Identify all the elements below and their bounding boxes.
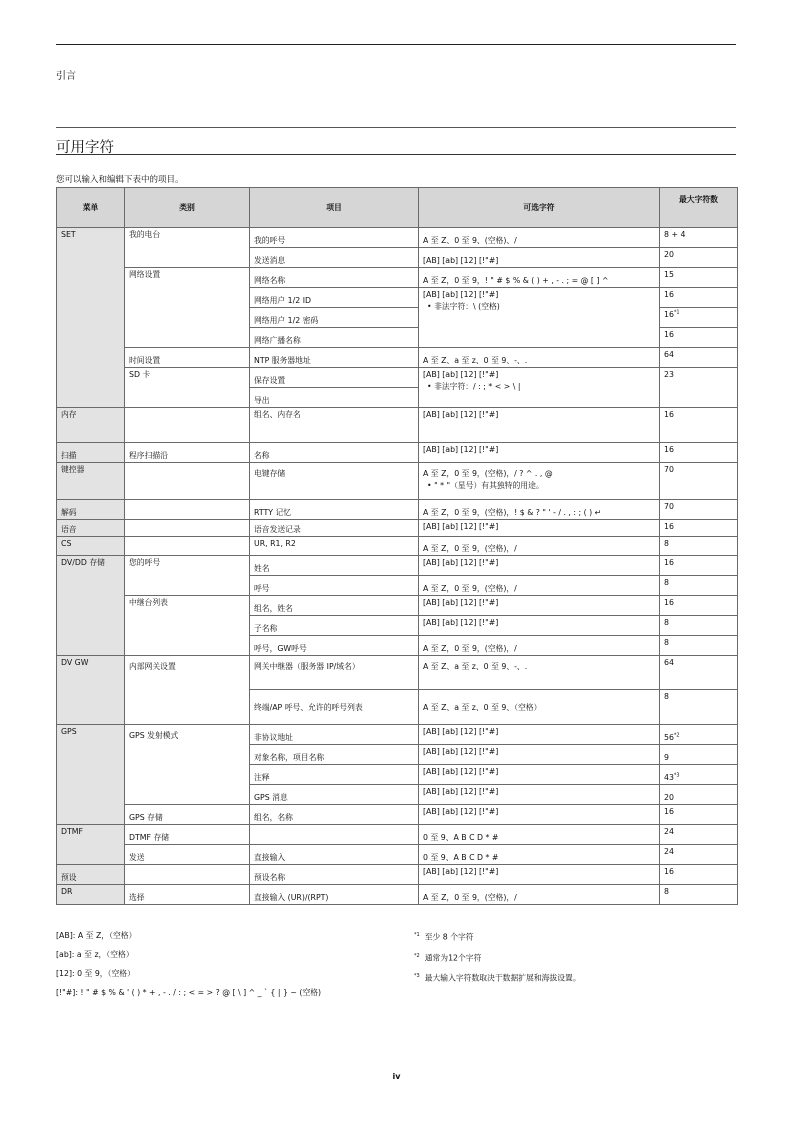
chars-note-text: " * "（星号）有其独特的用途。: [434, 481, 544, 490]
legend-item: [12]: 0 至 9，（空格）: [56, 969, 135, 978]
category-cell: 时间设置: [125, 348, 250, 368]
item-cell: 网络广播名称: [250, 328, 419, 348]
page-number: iv: [392, 1072, 401, 1081]
chars-cell: [AB] [ab] [12] [!"#]: [419, 725, 660, 745]
category-cell: 网络设置: [125, 268, 250, 348]
item-cell: RTTY 记忆: [250, 500, 419, 520]
max-cell: 23: [660, 368, 738, 408]
footnote-text: 通常为12个字符: [424, 953, 482, 963]
max-cell: 8 + 4: [660, 228, 738, 248]
item-cell: 保存设置: [250, 368, 419, 388]
item-cell: 呼号: [250, 576, 419, 596]
category-cell: [125, 463, 250, 500]
item-cell: 发送消息: [250, 248, 419, 268]
chars-note: • " * "（星号）有其独特的用途。: [427, 481, 544, 490]
category-cell: SD 卡: [125, 368, 250, 408]
menu-cell: GPS: [57, 725, 125, 825]
category-cell: DTMF 存储: [125, 825, 250, 845]
legend: [56, 926, 321, 1002]
category-cell: 程序扫描沿: [125, 443, 250, 463]
legend-item: [!"#]: ! " # $ % & ' ( ) * + , - . / : ; < = > ? @ [ \ ] ^ _ ` { | } ~ (空格): [56, 988, 322, 997]
footnotes: [414, 926, 581, 988]
table-row: [57, 656, 738, 690]
max-cell: 9: [660, 745, 738, 765]
max-cell: 24: [660, 825, 738, 845]
section-label: 引言: [56, 71, 76, 82]
menu-cell: 预设: [57, 865, 125, 885]
category-cell: 您的呼号: [125, 556, 250, 596]
category-cell: 选择: [125, 885, 250, 905]
item-cell: 直接输入: [250, 845, 419, 865]
title-underline: [56, 154, 736, 155]
menu-cell: DR: [57, 885, 125, 905]
category-cell: 发送: [125, 845, 250, 865]
category-cell: 内部网关设置: [125, 656, 250, 725]
max-cell: 64: [660, 656, 738, 690]
chars-note: • 非法字符：\ (空格): [427, 302, 500, 311]
chars-cell: A 至 Z、a 至 z、0 至 9、（空格）: [419, 690, 660, 725]
header-chars: 可选字符: [419, 188, 660, 228]
table-row: [57, 500, 738, 520]
menu-cell: DV/DD 存储: [57, 556, 125, 656]
table-row: [57, 443, 738, 463]
max-cell: 8: [660, 616, 738, 636]
footnote-mark: *2: [414, 952, 420, 959]
chars-cell: [419, 463, 660, 500]
item-cell: GPS 消息: [250, 785, 419, 805]
max-cell: 70: [660, 463, 738, 500]
chars-cell: [AB] [ab] [12] [!"#]: [419, 520, 660, 537]
menu-cell: DV GW: [57, 656, 125, 725]
menu-cell: CS: [57, 537, 125, 556]
item-cell: 组名，名称: [250, 805, 419, 825]
chars-text: [AB] [ab] [12] [!"#]: [423, 370, 499, 379]
footnote: [414, 947, 581, 968]
table-row: [57, 805, 738, 825]
menu-cell: SET: [57, 228, 125, 408]
max-cell: 8: [660, 636, 738, 656]
chars-cell: [AB] [ab] [12] [!"#]: [419, 556, 660, 576]
legend-item: [AB]: A 至 Z，（空格）: [56, 931, 137, 940]
table-row: [57, 228, 738, 248]
table-header-row: [57, 188, 738, 228]
item-cell: 网络用户 1/2 ID: [250, 288, 419, 308]
chars-cell: [AB] [ab] [12] [!"#]: [419, 443, 660, 463]
table-row: [57, 268, 738, 288]
item-cell: 终端/AP 呼号、允许的呼号列表: [250, 690, 419, 725]
page-title: 可用字符: [56, 140, 114, 156]
max-cell: 8: [660, 537, 738, 556]
item-cell: 名称: [250, 443, 419, 463]
max-cell: 8: [660, 885, 738, 905]
item-cell: 注释: [250, 765, 419, 785]
item-cell: 子名称: [250, 616, 419, 636]
table-row: [57, 596, 738, 616]
max-cell: 20: [660, 785, 738, 805]
max-cell: 16: [660, 556, 738, 576]
chars-cell: [419, 288, 660, 348]
item-cell: NTP 服务器地址: [250, 348, 419, 368]
chars-cell: 0 至 9、A B C D * #: [419, 825, 660, 845]
menu-cell: 扫描: [57, 443, 125, 463]
chars-cell: A 至 Z，0 至 9，(空格)，/: [419, 885, 660, 905]
chars-cell: A 至 Z，0 至 9，(空格)，/: [419, 537, 660, 556]
table-row: [57, 368, 738, 388]
chars-cell: [AB] [ab] [12] [!"#]: [419, 865, 660, 885]
footnote-ref: *3: [673, 772, 680, 779]
chars-text: [AB] [ab] [12] [!"#]: [423, 290, 499, 299]
item-cell: 姓名: [250, 556, 419, 576]
max-cell: 16: [660, 288, 738, 308]
chars-note-text: 非法字符：\ (空格): [434, 302, 500, 311]
max-cell: 64: [660, 348, 738, 368]
table-row: [57, 408, 738, 443]
title-rule: [56, 127, 736, 128]
max-cell: [660, 308, 738, 328]
item-cell: 语音发送记录: [250, 520, 419, 537]
max-cell: 16: [660, 865, 738, 885]
table-row: [57, 865, 738, 885]
chars-cell: 0 至 9、A B C D * #: [419, 845, 660, 865]
item-cell: 导出: [250, 388, 419, 408]
chars-cell: [AB] [ab] [12] [!"#]: [419, 616, 660, 636]
header-max: 最大字符数: [660, 188, 738, 228]
item-cell: 我的呼号: [250, 228, 419, 248]
category-cell: [125, 500, 250, 520]
chars-cell: [419, 368, 660, 408]
category-cell: [125, 408, 250, 443]
footnote-mark: *3: [414, 973, 420, 980]
max-cell: [660, 765, 738, 785]
category-cell: [125, 537, 250, 556]
chars-cell: A 至 Z，0 至 9，(空格)，/: [419, 636, 660, 656]
chars-cell: [AB] [ab] [12] [!"#]: [419, 765, 660, 785]
menu-cell: 语音: [57, 520, 125, 537]
chars-cell: A 至 Z，0 至 9，(空格)，/: [419, 576, 660, 596]
intro-text: 您可以输入和编辑下表中的项目。: [56, 175, 184, 185]
header-item: 项目: [250, 188, 419, 228]
table-row: [57, 556, 738, 576]
legend-item: [ab]: a 至 z，（空格）: [56, 950, 134, 959]
item-cell: 网络名称: [250, 268, 419, 288]
category-cell: [125, 520, 250, 537]
footnote-text: 至少 8 个字符: [424, 932, 474, 942]
characters-table: [56, 187, 738, 905]
chars-cell: [AB] [ab] [12] [!"#]: [419, 785, 660, 805]
menu-cell: DTMF: [57, 825, 125, 865]
item-cell: 网络用户 1/2 密码: [250, 308, 419, 328]
chars-cell: A 至 Z，0 至 9，(空格)，! $ & ? " ' - / . , : ; ( ) ↵: [419, 500, 660, 520]
item-cell: [250, 825, 419, 845]
footnote-ref: *1: [673, 309, 680, 316]
footnote-ref: *2: [673, 732, 680, 739]
menu-cell: 解码: [57, 500, 125, 520]
category-cell: GPS 发射模式: [125, 725, 250, 805]
max-cell: 16: [660, 596, 738, 616]
max-value: 56: [664, 733, 674, 742]
category-cell: 我的电台: [125, 228, 250, 268]
max-cell: 20: [660, 248, 738, 268]
table-row: [57, 537, 738, 556]
max-cell: [660, 725, 738, 745]
header-menu: 菜单: [57, 188, 125, 228]
footnote-mark: *1: [414, 932, 420, 938]
max-value: 16: [664, 310, 674, 319]
menu-cell: 内存: [57, 408, 125, 443]
item-cell: 电键存储: [250, 463, 419, 500]
item-cell: 直接输入 (UR)/(RPT): [250, 885, 419, 905]
item-cell: 呼号，GW呼号: [250, 636, 419, 656]
item-cell: UR, R1, R2: [250, 537, 419, 556]
max-cell: 15: [660, 268, 738, 288]
chars-cell: [AB] [ab] [12] [!"#]: [419, 745, 660, 765]
footnote: [414, 926, 581, 947]
chars-cell: [AB] [ab] [12] [!"#]: [419, 408, 660, 443]
max-value: 43: [664, 773, 674, 782]
table-row: [57, 725, 738, 745]
max-cell: 70: [660, 500, 738, 520]
chars-cell: [AB] [ab] [12] [!"#]: [419, 596, 660, 616]
category-cell: GPS 存储: [125, 805, 250, 825]
max-cell: 16: [660, 805, 738, 825]
menu-cell: 键控器: [57, 463, 125, 500]
category-cell: [125, 865, 250, 885]
max-cell: 24: [660, 845, 738, 865]
max-cell: 8: [660, 690, 738, 725]
header-rule: [56, 44, 736, 45]
item-cell: 非协议地址: [250, 725, 419, 745]
table-row: [57, 348, 738, 368]
max-cell: 8: [660, 576, 738, 596]
table-row: [57, 885, 738, 905]
max-cell: 16: [660, 408, 738, 443]
chars-cell: A 至 Z、0 至 9、(空格)、/: [419, 228, 660, 248]
max-cell: 16: [660, 443, 738, 463]
item-cell: 网关中继器（服务器 IP/域名）: [250, 656, 419, 690]
item-cell: 对象名称，项目名称: [250, 745, 419, 765]
chars-cell: A 至 Z，0 至 9，! " # $ % & ( ) + , - . ; = @ [ ] ^: [419, 268, 660, 288]
max-cell: 16: [660, 328, 738, 348]
footnote-text: 最大输入字符数取决于数据扩展和海拔设置。: [424, 973, 581, 983]
item-cell: 预设名称: [250, 865, 419, 885]
chars-cell: A 至 Z、a 至 z、0 至 9、-、.: [419, 656, 660, 690]
item-cell: 组名，姓名: [250, 596, 419, 616]
header-category: 类别: [125, 188, 250, 228]
table-row: [57, 845, 738, 865]
chars-cell: A 至 Z、a 至 z、0 至 9、-、.: [419, 348, 660, 368]
max-cell: 16: [660, 520, 738, 537]
chars-note: • 非法字符：/ : ; * < > \ |: [427, 382, 521, 391]
item-cell: 组名、内存名: [250, 408, 419, 443]
table-row: [57, 825, 738, 845]
table-row: [57, 520, 738, 537]
footnote: [414, 967, 581, 988]
chars-cell: [AB] [ab] [12] [!"#]: [419, 805, 660, 825]
chars-cell: [AB] [ab] [12] [!"#]: [419, 248, 660, 268]
category-cell: 中继台列表: [125, 596, 250, 656]
chars-text: A 至 Z，0 至 9，(空格)，/ ? ^ . , @: [423, 469, 553, 478]
chars-note-text: 非法字符：/ : ; * < > \ |: [434, 382, 521, 391]
table-row: [57, 463, 738, 500]
